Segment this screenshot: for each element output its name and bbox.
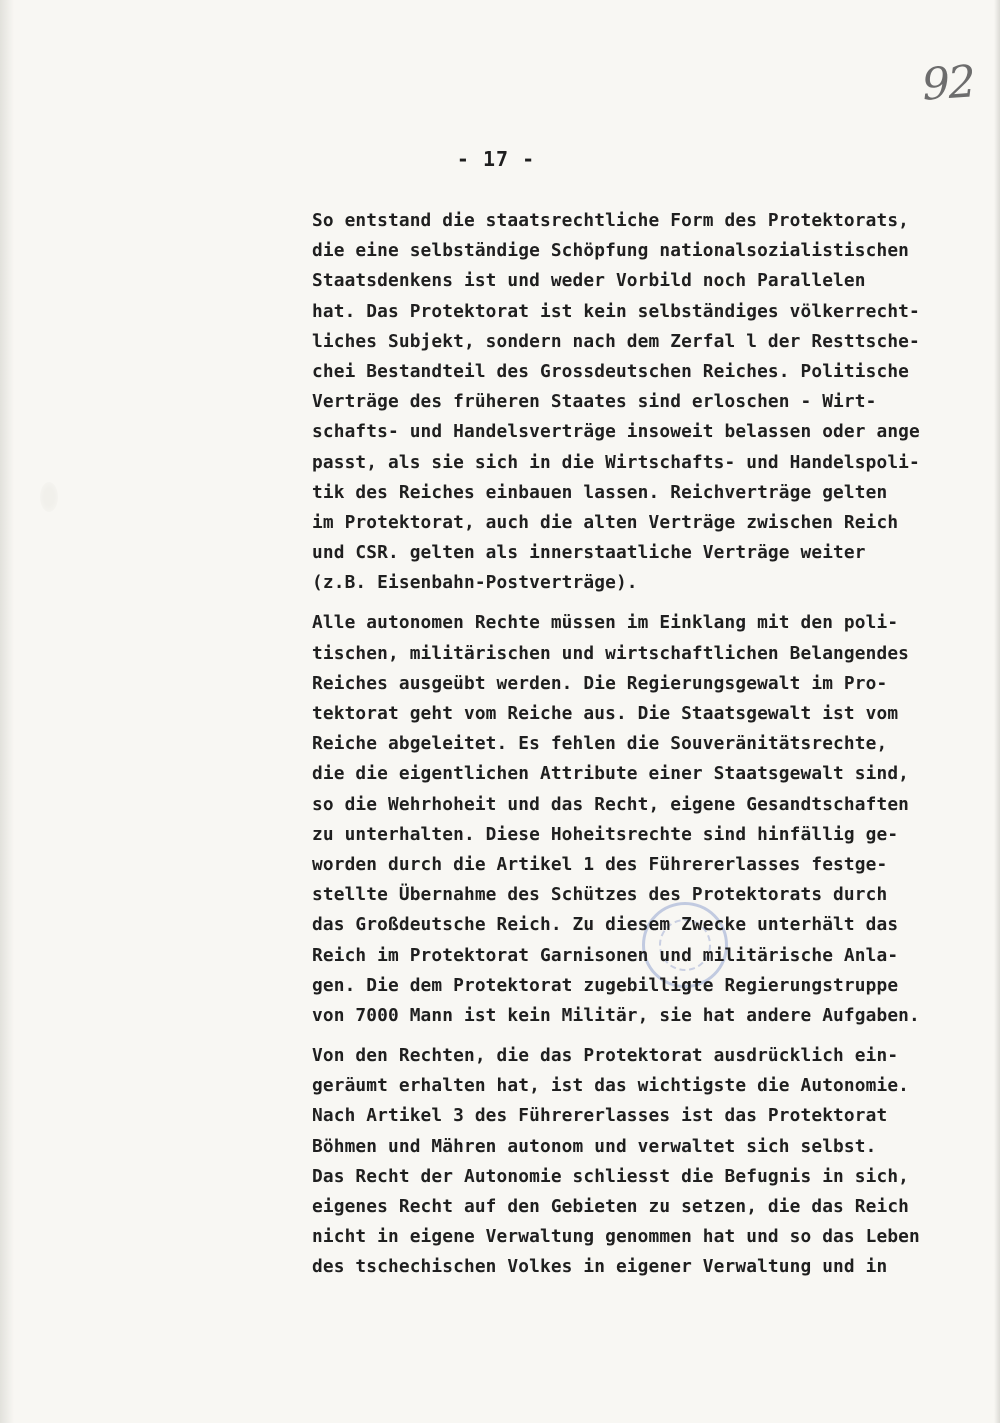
punch-hole-mark — [40, 482, 58, 512]
text-line: passt, als sie sich in die Wirtschafts- und Handelspoli- — [312, 451, 920, 473]
text-line: Reiches ausgeübt werden. Die Regierungsgewalt im Pro- — [312, 672, 888, 694]
text-line: Von den Rechten, die das Protektorat ausdrücklich ein- — [312, 1045, 899, 1067]
text-line: im Protektorat, auch die alten Verträge zwischen Reich — [312, 511, 899, 533]
text-line: (z.B. Eisenbahn-Postverträge). — [312, 572, 638, 594]
body-text — [312, 206, 1000, 1283]
page-edge-shadow — [0, 0, 14, 1423]
text-line: Das Recht der Autonomie schliesst die Befugnis in sich, — [312, 1165, 910, 1187]
text-line: gen. Die dem Protektorat zugebilligte Regierungstruppe — [312, 974, 899, 996]
text-line: stellte Übernahme des Schützes des Protektorats durch — [312, 884, 888, 906]
text-line: Staatsdenkens ist und weder Vorbild noch Parallelen — [312, 270, 866, 292]
text-line: so die Wehrhoheit und das Recht, eigene Gesandtschaften — [312, 793, 910, 815]
handwritten-folio-number: 92 — [920, 56, 976, 111]
text-line: hat. Das Protektorat ist kein selbständiges völkerrecht- — [312, 300, 920, 322]
text-line: So entstand die staatsrechtliche Form des Protektorats, — [312, 210, 910, 231]
text-line: des tschechischen Volkes in eigener Verwaltung und in — [312, 1256, 888, 1278]
paragraph — [312, 608, 1000, 1031]
text-line: Nach Artikel 3 des Führererlasses ist das Protektorat — [312, 1105, 888, 1127]
text-line: chei Bestandteil des Grossdeutschen Reiches. Politische — [312, 360, 910, 382]
text-line: tischen, militärischen und wirtschaftlichen Belangendes — [312, 642, 910, 664]
page-number — [0, 147, 1000, 171]
text-line: nicht in eigene Verwaltung genommen hat und so das Leben — [312, 1226, 920, 1248]
page-number-text: - 17 - — [456, 147, 536, 171]
text-line: liches Subjekt, sondern nach dem Zerfal l der Resttsche- — [312, 330, 920, 352]
text-line: Böhmen und Mähren autonom und verwaltet sich selbst. — [312, 1135, 877, 1157]
paragraph — [312, 1041, 1000, 1283]
text-line: tektorat geht vom Reiche aus. Die Staatsgewalt ist vom — [312, 703, 899, 724]
text-line: geräumt erhalten hat, ist das wichtigste die Autonomie. — [312, 1075, 910, 1097]
text-line: tik des Reiches einbauen lassen. Reichverträge gelten — [312, 481, 888, 503]
text-line: Reiche abgeleitet. Es fehlen die Souveränitätsrechte, — [312, 733, 888, 755]
text-line: eigenes Recht auf den Gebieten zu setzen, die das Reich — [312, 1196, 910, 1217]
text-line: Verträge des früheren Staates sind erloschen - Wirt- — [312, 391, 877, 413]
text-line: die die eigentlichen Attribute einer Staatsgewalt sind, — [312, 763, 910, 785]
paragraph — [312, 206, 1000, 598]
text-line: schafts- und Handelsverträge insoweit belassen oder ange — [312, 421, 920, 443]
text-line: zu unterhalten. Diese Hoheitsrechte sind hinfällig ge- — [312, 823, 899, 845]
text-line: das Großdeutsche Reich. Zu diesem Zwecke unterhält das — [312, 914, 899, 936]
text-line: worden durch die Artikel 1 des Führererlasses festge- — [312, 853, 888, 875]
text-line: von 7000 Mann ist kein Militär, sie hat andere Aufgaben. — [312, 1004, 920, 1026]
text-line: die eine selbständige Schöpfung nationalsozialistischen — [312, 240, 910, 262]
text-line: Alle autonomen Rechte müssen im Einklang mit den poli- — [312, 612, 899, 634]
text-line: Reich im Protektorat Garnisonen und militärische Anla- — [312, 944, 899, 966]
text-line: und CSR. gelten als innerstaatliche Verträge weiter — [312, 542, 866, 564]
